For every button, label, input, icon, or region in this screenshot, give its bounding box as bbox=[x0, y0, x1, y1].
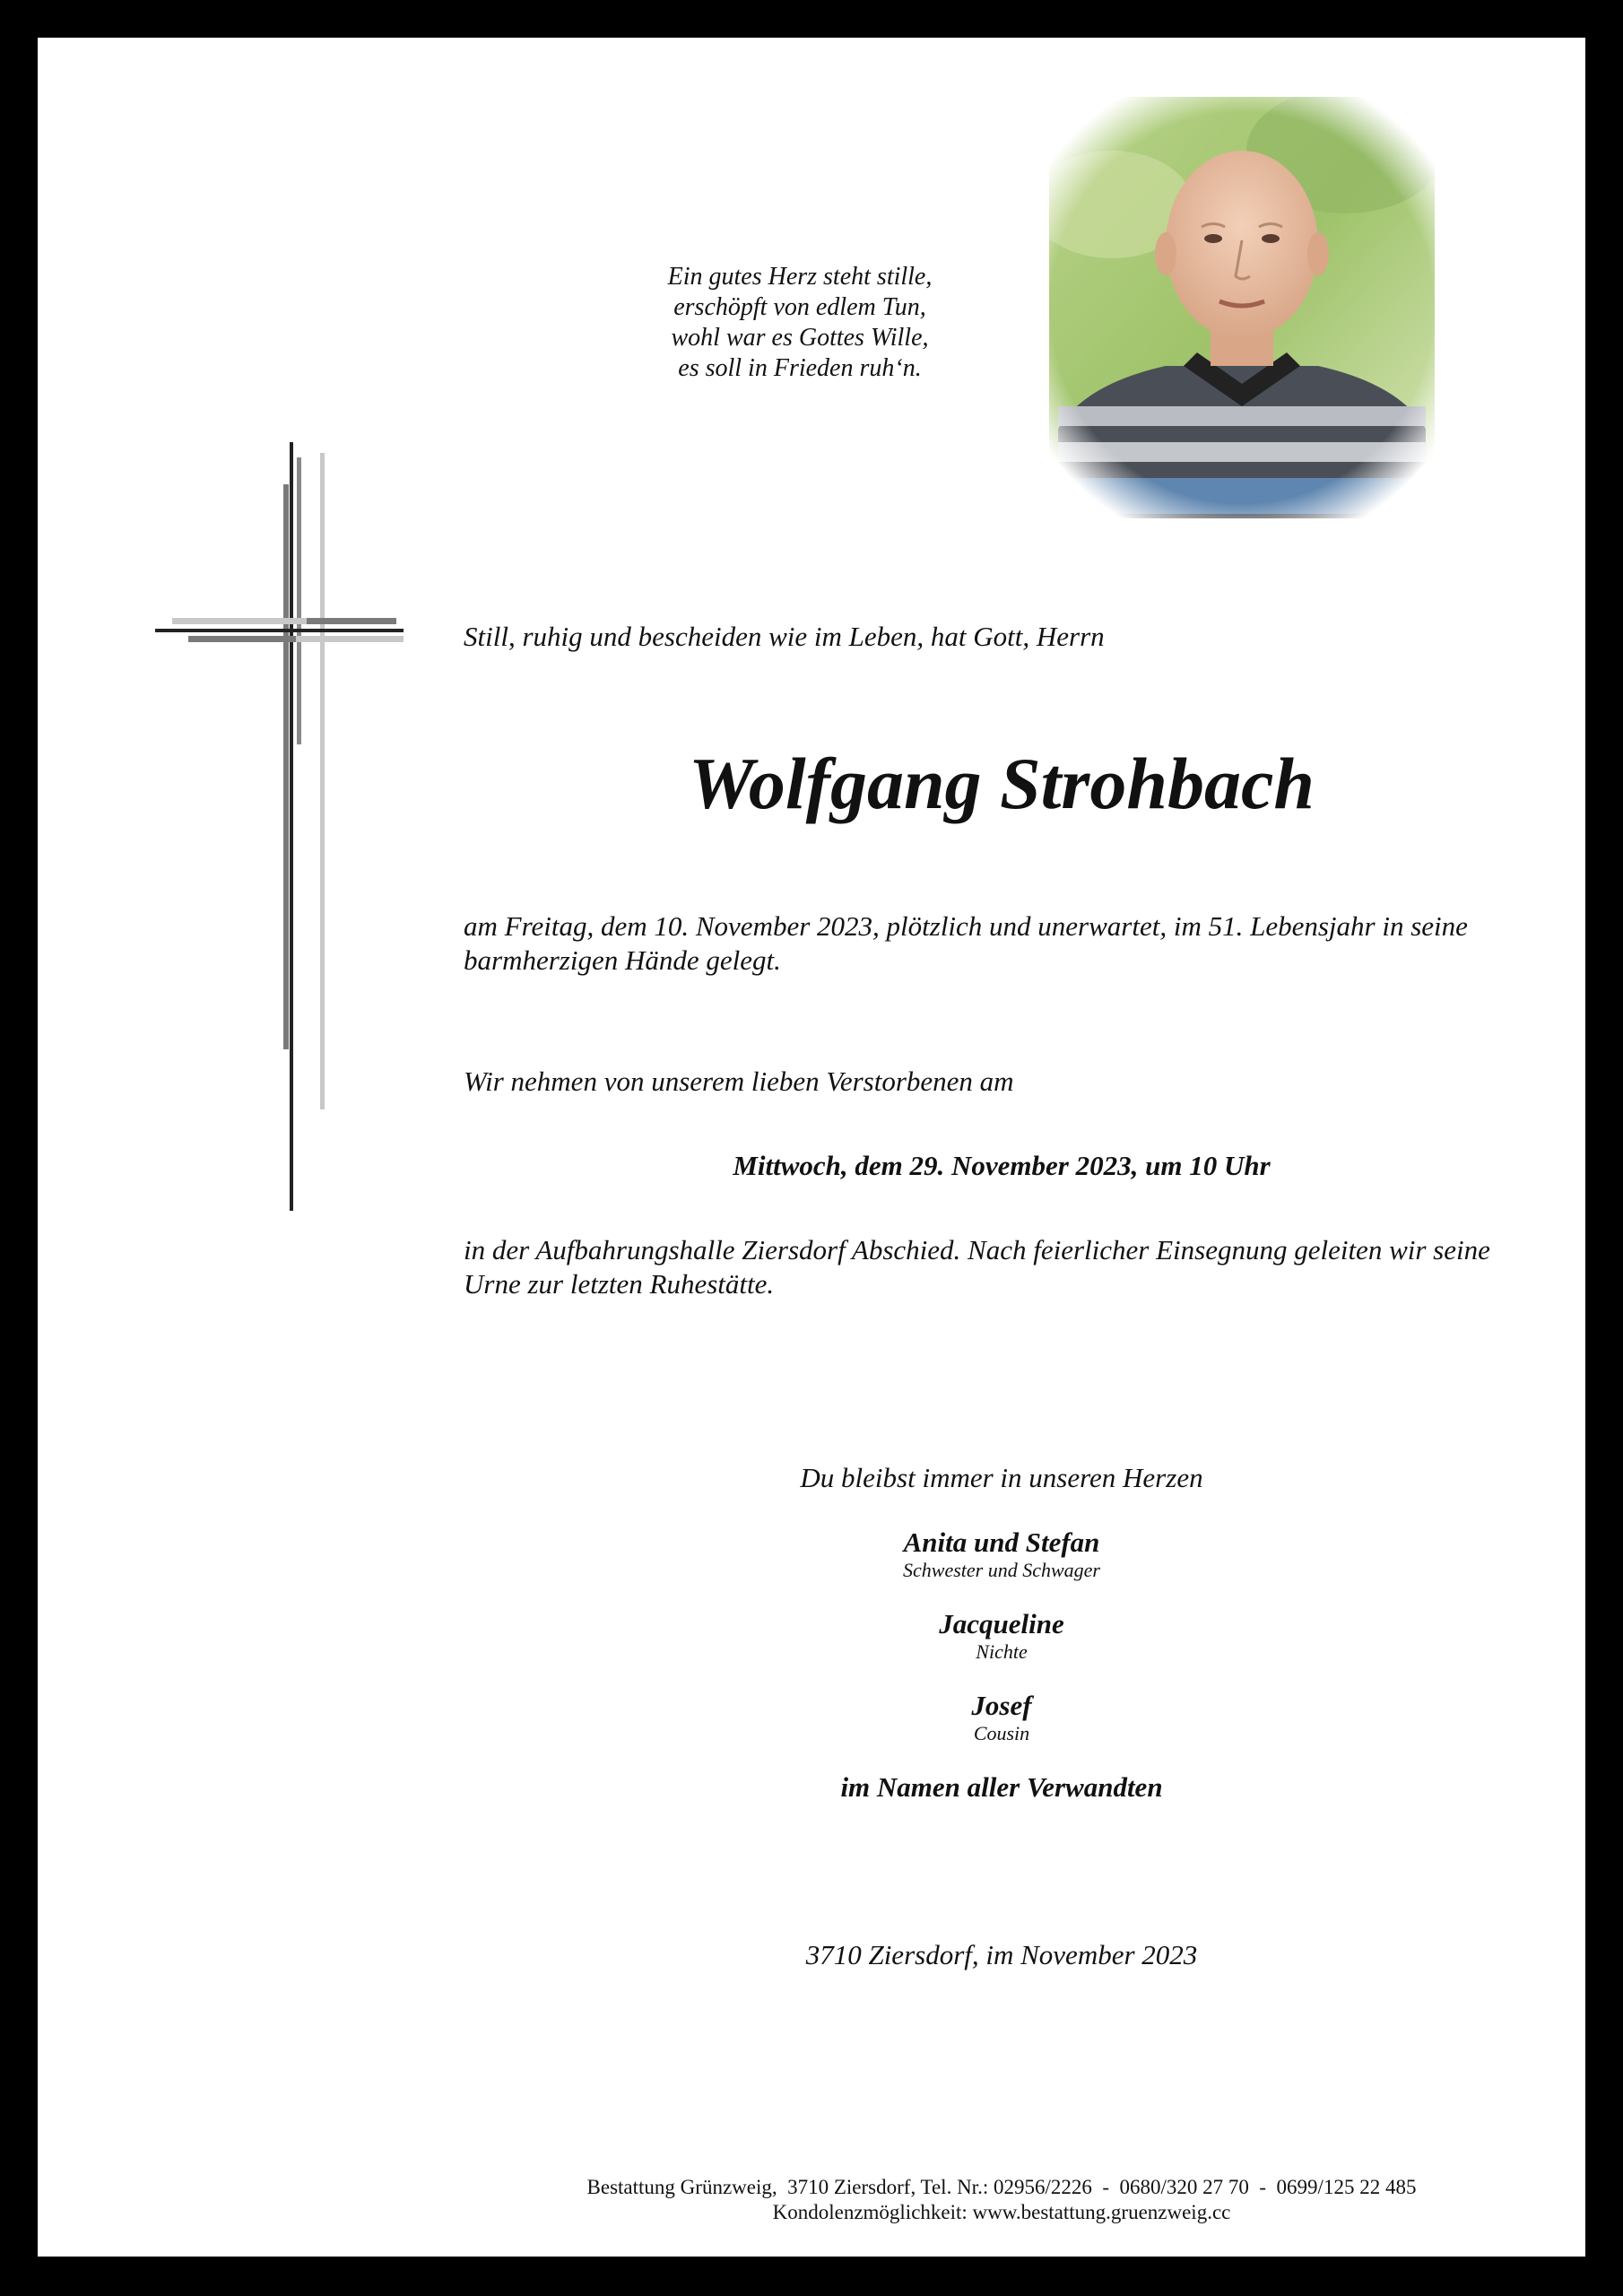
intro-text: Still, ruhig und bescheiden wie im Leben, hat Gott, Herrn bbox=[464, 621, 1105, 652]
ceremony-date: Mittwoch, dem 29. November 2023, um 10 Uhr bbox=[733, 1150, 1271, 1181]
cross-beam-mid-top bbox=[307, 618, 396, 624]
cross-upright-light bbox=[320, 453, 325, 1109]
mourner-relation: Nichte bbox=[976, 1640, 1028, 1663]
mourner-relation: Cousin bbox=[973, 1722, 1030, 1744]
poem bbox=[576, 262, 1024, 384]
passing-text: am Freitag, dem 10. November 2023, plötzlich und unerwartet, im 51. Lebensjahr in seine barmherzigen Hände gelegt. bbox=[464, 910, 1468, 976]
mourners-list bbox=[464, 1526, 1540, 1771]
cross-upright-gray bbox=[297, 457, 301, 744]
on-behalf-line: im Namen aller Verwandten bbox=[840, 1771, 1163, 1803]
poem-line: erschöpft von edlem Tun, bbox=[673, 293, 926, 321]
deceased-name: Wolfgang Strohbach bbox=[689, 743, 1315, 824]
cross-beam-dark bbox=[155, 629, 404, 632]
invite-text: Wir nehmen von unserem lieben Verstorbenen am bbox=[464, 1065, 1014, 1097]
portrait-photo bbox=[1049, 97, 1435, 518]
footer-condolence-link[interactable]: Kondolenzmöglichkeit: www.bestattung.gruenzweig.cc bbox=[772, 2201, 1231, 2223]
mourner-relation: Schwester und Schwager bbox=[903, 1559, 1100, 1581]
mourner-name: Jacqueline bbox=[939, 1608, 1064, 1639]
mourner-name: Anita und Stefan bbox=[903, 1526, 1100, 1558]
funeral-home-footer bbox=[464, 2175, 1540, 2225]
mourner bbox=[464, 1690, 1540, 1771]
cross-beam-mid-bottom bbox=[188, 636, 296, 642]
cross-upright-dark bbox=[290, 442, 293, 1211]
mourner bbox=[464, 1526, 1540, 1608]
closing-line: Du bleibst immer in unseren Herzen bbox=[800, 1462, 1203, 1493]
cross-icon bbox=[117, 404, 404, 1211]
poem-line: wohl war es Gottes Wille, bbox=[671, 324, 929, 352]
cross-beam-light-bottom bbox=[296, 636, 404, 642]
cross-beam-light-top bbox=[172, 618, 307, 624]
poem-line: Ein gutes Herz steht stille, bbox=[667, 263, 933, 291]
footer-contact: Bestattung Grünzweig, 3710 Ziersdorf, Tel. Nr.: 02956/2226 - 0680/320 27 70 - 0699/125 22 485 bbox=[586, 2176, 1417, 2198]
dateline: 3710 Ziersdorf, im November 2023 bbox=[805, 1939, 1198, 1970]
mourner bbox=[464, 1608, 1540, 1690]
portrait-image bbox=[1049, 97, 1435, 518]
mourner-name: Josef bbox=[971, 1690, 1032, 1721]
ceremony-place-text: in der Aufbahrungshalle Ziersdorf Abschied. Nach feierlicher Einsegnung geleiten wir seine Urne zur letzten Ruhestätte. bbox=[464, 1234, 1490, 1300]
poem-line: es soll in Frieden ruh‘n. bbox=[678, 354, 922, 382]
obituary-sheet bbox=[38, 38, 1585, 2257]
cross-upright-mid bbox=[283, 484, 289, 1049]
